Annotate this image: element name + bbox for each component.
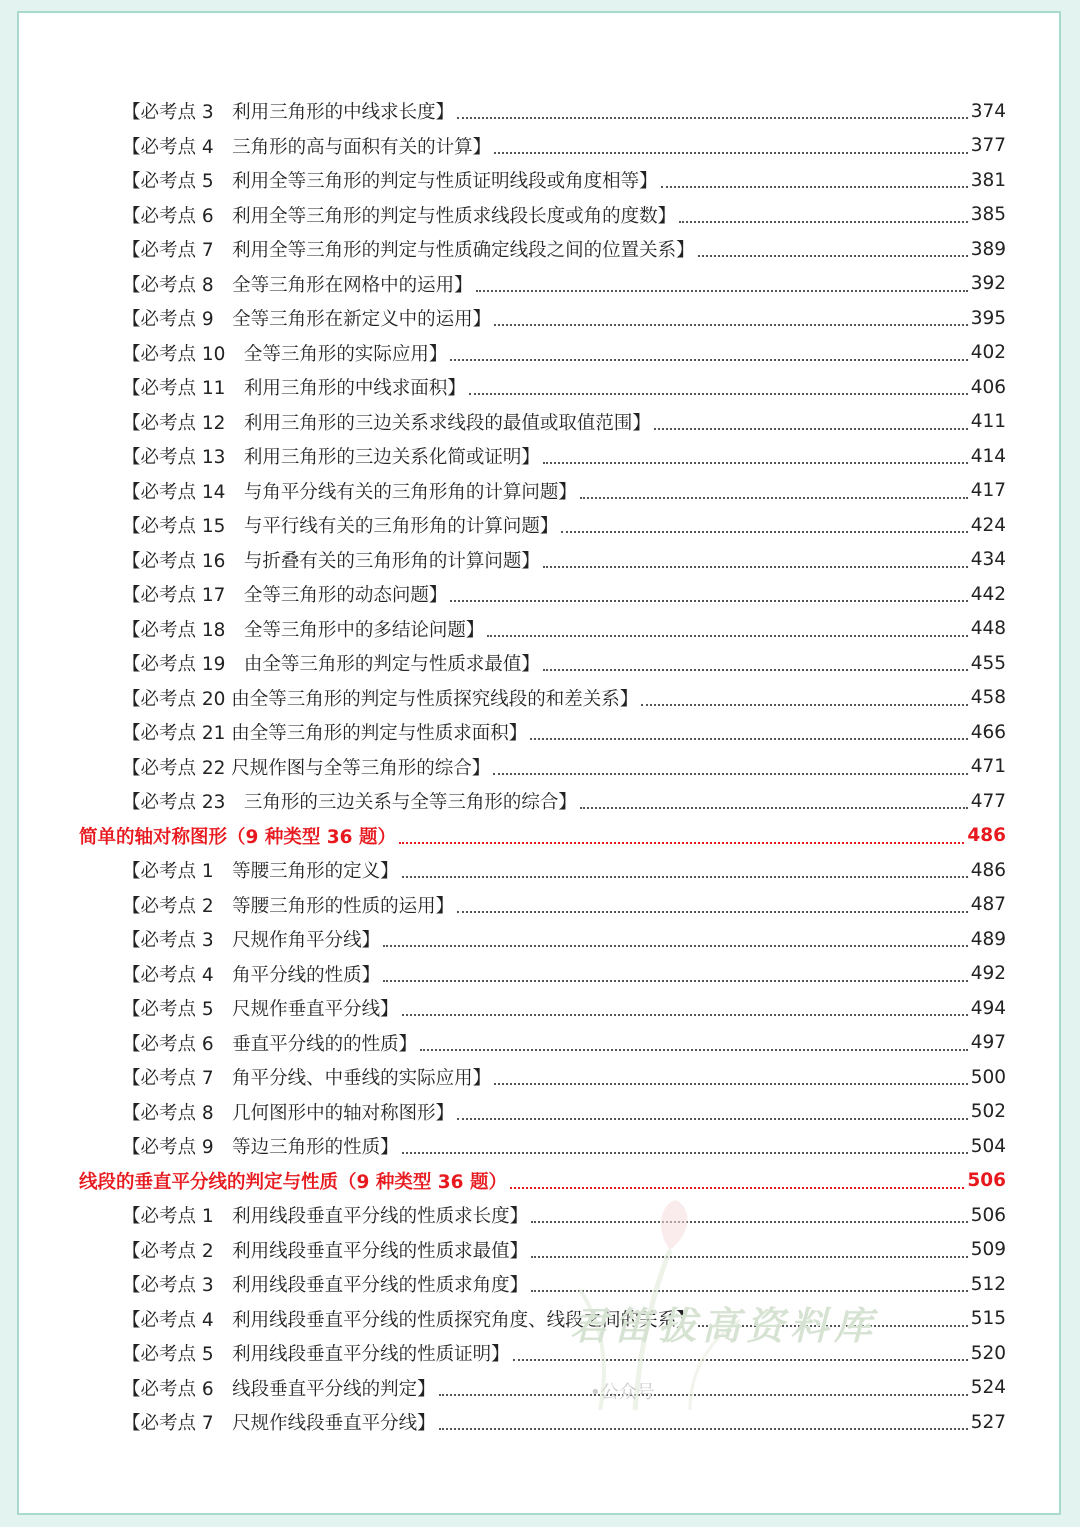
dot-leader <box>383 980 968 982</box>
dot-leader <box>383 945 968 947</box>
toc-entry-label: 【必考点 20 由全等三角形的判定与性质探究线段的和差关系】 <box>122 688 639 710</box>
table-of-contents <box>19 94 1063 1440</box>
toc-entry[interactable] <box>19 1233 1063 1268</box>
toc-entry-label: 【必考点 1 利用线段垂直平分线的性质求长度】 <box>122 1206 529 1228</box>
toc-entry[interactable] <box>19 94 1063 129</box>
toc-entry[interactable] <box>19 1267 1063 1302</box>
toc-entry-label: 【必考点 18 全等三角形中的多结论问题】 <box>122 619 485 641</box>
toc-page-number: 424 <box>970 514 1006 536</box>
toc-page-number: 455 <box>970 652 1006 674</box>
toc-page-number: 500 <box>970 1066 1006 1088</box>
toc-page-number: 434 <box>970 549 1006 571</box>
toc-entry[interactable] <box>19 888 1063 923</box>
toc-entry[interactable] <box>19 991 1063 1026</box>
dot-leader <box>580 807 968 809</box>
toc-page-number: 497 <box>970 1032 1006 1054</box>
toc-entry[interactable] <box>19 439 1063 474</box>
toc-page-number: 385 <box>970 204 1006 226</box>
toc-entry[interactable] <box>19 370 1063 405</box>
toc-page-number: 442 <box>970 583 1006 605</box>
toc-entry[interactable] <box>19 129 1063 164</box>
toc-page-number: 489 <box>970 928 1006 950</box>
toc-entry-label: 【必考点 16 与折叠有关的三角形角的计算问题】 <box>122 550 540 572</box>
toc-entry-label: 【必考点 8 全等三角形在网格中的运用】 <box>122 274 473 296</box>
toc-entry[interactable] <box>19 784 1063 819</box>
toc-entry-label: 【必考点 3 利用三角形的中线求长度】 <box>122 102 455 124</box>
toc-entry-label: 【必考点 1 等腰三角形的定义】 <box>122 861 399 883</box>
toc-entry[interactable] <box>19 1405 1063 1440</box>
watermark-text: 君笛拔高资料库 <box>570 1303 879 1348</box>
toc-entry-label: 【必考点 4 利用线段垂直平分线的性质探究角度、线段之间的关系】 <box>122 1309 695 1331</box>
toc-entry[interactable] <box>19 474 1063 509</box>
toc-section-entry[interactable] <box>19 1164 1063 1199</box>
toc-page-number: 466 <box>970 721 1006 743</box>
toc-page-number: 395 <box>970 307 1006 329</box>
dot-leader <box>679 221 968 223</box>
dot-leader <box>399 842 964 844</box>
toc-entry[interactable] <box>19 1129 1063 1164</box>
toc-page-number: 411 <box>970 411 1006 433</box>
toc-page-number: 487 <box>970 894 1006 916</box>
toc-page-number: 392 <box>970 273 1006 295</box>
toc-page-number: 502 <box>970 1101 1006 1123</box>
toc-entry[interactable] <box>19 922 1063 957</box>
toc-page-number: 381 <box>970 169 1006 191</box>
toc-entry-label: 【必考点 14 与角平分线有关的三角形角的计算问题】 <box>122 481 577 503</box>
toc-page-number: 448 <box>970 618 1006 640</box>
toc-entry-label: 线段的垂直平分线的判定与性质（9 种类型 36 题） <box>79 1171 507 1193</box>
toc-page-number: 492 <box>970 963 1006 985</box>
toc-page-number: 520 <box>970 1342 1006 1364</box>
toc-entry[interactable] <box>19 301 1063 336</box>
dot-leader <box>494 152 968 154</box>
toc-entry-label: 【必考点 10 全等三角形的实际应用】 <box>122 343 448 365</box>
dot-leader <box>513 1359 968 1361</box>
dot-leader <box>402 1014 968 1016</box>
toc-entry-label: 【必考点 21 由全等三角形的判定与性质求面积】 <box>122 723 528 745</box>
dot-leader <box>450 359 967 361</box>
toc-entry-label: 【必考点 15 与平行线有关的三角形角的计算问题】 <box>122 516 559 538</box>
toc-entry[interactable] <box>19 853 1063 888</box>
toc-entry[interactable] <box>19 577 1063 612</box>
toc-entry-label: 【必考点 13 利用三角形的三边关系化简或证明】 <box>122 447 540 469</box>
toc-entry-label: 【必考点 3 利用线段垂直平分线的性质求角度】 <box>122 1275 529 1297</box>
toc-entry-label: 【必考点 12 利用三角形的三边关系求线段的最值或取值范围】 <box>122 412 651 434</box>
toc-entry[interactable] <box>19 681 1063 716</box>
toc-section-entry[interactable] <box>19 819 1063 854</box>
dot-leader <box>641 704 967 706</box>
toc-entry-label: 【必考点 17 全等三角形的动态问题】 <box>122 585 448 607</box>
dot-leader <box>402 1152 968 1154</box>
toc-page-number: 527 <box>970 1411 1006 1433</box>
toc-entry-label: 【必考点 5 利用线段垂直平分线的性质证明】 <box>122 1344 510 1366</box>
toc-entry[interactable] <box>19 957 1063 992</box>
toc-page-number: 377 <box>970 135 1006 157</box>
dot-leader <box>457 911 968 913</box>
toc-entry[interactable] <box>19 750 1063 785</box>
dot-leader <box>487 635 967 637</box>
toc-entry[interactable] <box>19 1026 1063 1061</box>
toc-entry[interactable] <box>19 232 1063 267</box>
dot-leader <box>493 773 967 775</box>
toc-page-number: 417 <box>970 480 1006 502</box>
dot-leader <box>476 290 968 292</box>
toc-entry[interactable] <box>19 646 1063 681</box>
toc-entry-label: 【必考点 22 尺规作图与全等三角形的综合】 <box>122 757 491 779</box>
toc-entry-label: 【必考点 4 角平分线的性质】 <box>122 964 381 986</box>
toc-page-number: 509 <box>970 1239 1006 1261</box>
toc-entry[interactable] <box>19 612 1063 647</box>
toc-entry-label: 【必考点 7 利用全等三角形的判定与性质确定线段之间的位置关系】 <box>122 240 695 262</box>
dot-leader <box>494 1083 968 1085</box>
toc-page-number: 374 <box>970 100 1006 122</box>
dot-leader <box>531 1221 968 1223</box>
toc-page-number: 494 <box>970 997 1006 1019</box>
dot-leader <box>494 324 968 326</box>
toc-entry-label: 【必考点 9 等边三角形的性质】 <box>122 1137 399 1159</box>
toc-page-number: 504 <box>970 1135 1006 1157</box>
toc-page-number: 406 <box>970 376 1006 398</box>
toc-page-number: 402 <box>970 342 1006 364</box>
toc-page-number: 506 <box>967 1170 1006 1192</box>
toc-page-number: 506 <box>970 1204 1006 1226</box>
toc-entry-label: 【必考点 6 利用全等三角形的判定与性质求线段长度或角的度数】 <box>122 205 677 227</box>
dot-leader <box>543 566 968 568</box>
toc-entry[interactable] <box>19 1060 1063 1095</box>
toc-entry[interactable] <box>19 1336 1063 1371</box>
toc-entry[interactable] <box>19 405 1063 440</box>
toc-entry[interactable] <box>19 198 1063 233</box>
toc-page-number: 486 <box>967 825 1006 847</box>
toc-page-number: 458 <box>970 687 1006 709</box>
toc-entry-label: 【必考点 23 三角形的三边关系与全等三角形的综合】 <box>122 792 577 814</box>
dot-leader <box>457 1118 968 1120</box>
dot-leader <box>530 738 967 740</box>
toc-entry[interactable] <box>19 336 1063 371</box>
toc-entry[interactable] <box>19 163 1063 198</box>
dot-leader <box>543 462 968 464</box>
toc-entry-label: 简单的轴对称图形（9 种类型 36 题） <box>79 826 396 848</box>
toc-page-number: 477 <box>970 790 1006 812</box>
toc-entry[interactable] <box>19 715 1063 750</box>
toc-entry-label: 【必考点 2 利用线段垂直平分线的性质求最值】 <box>122 1240 529 1262</box>
toc-page-number: 471 <box>970 756 1006 778</box>
dot-leader <box>531 1290 968 1292</box>
dot-leader <box>543 669 968 671</box>
dot-leader <box>439 1428 968 1430</box>
toc-entry-label: 【必考点 3 尺规作角平分线】 <box>122 930 381 952</box>
toc-page-number: 515 <box>970 1308 1006 1330</box>
toc-entry[interactable] <box>19 508 1063 543</box>
dot-leader <box>561 531 967 533</box>
toc-entry-label: 【必考点 5 尺规作垂直平分线】 <box>122 999 399 1021</box>
toc-entry-label: 【必考点 7 角平分线、中垂线的实际应用】 <box>122 1068 492 1090</box>
toc-entry-label: 【必考点 9 全等三角形在新定义中的运用】 <box>122 309 492 331</box>
dot-leader <box>420 1049 968 1051</box>
watermark-subtext: •公众号 <box>590 1382 655 1403</box>
toc-entry[interactable] <box>19 267 1063 302</box>
document-page <box>17 11 1061 1515</box>
toc-entry[interactable] <box>19 1095 1063 1130</box>
toc-entry-label: 【必考点 6 垂直平分线的的性质】 <box>122 1033 418 1055</box>
toc-page-number: 486 <box>970 859 1006 881</box>
dot-leader <box>661 186 968 188</box>
toc-entry[interactable] <box>19 543 1063 578</box>
toc-entry[interactable] <box>19 1198 1063 1233</box>
dot-leader <box>510 1187 964 1189</box>
toc-entry-label: 【必考点 19 由全等三角形的判定与性质求最值】 <box>122 654 540 676</box>
toc-entry-label: 【必考点 8 几何图形中的轴对称图形】 <box>122 1102 455 1124</box>
toc-entry-label: 【必考点 6 线段垂直平分线的判定】 <box>122 1378 436 1400</box>
toc-entry-label: 【必考点 7 尺规作线段垂直平分线】 <box>122 1413 436 1435</box>
toc-entry[interactable] <box>19 1371 1063 1406</box>
dot-leader <box>469 393 968 395</box>
dot-leader <box>402 876 968 878</box>
dot-leader <box>654 428 968 430</box>
toc-entry-label: 【必考点 2 等腰三角形的性质的运用】 <box>122 895 455 917</box>
toc-page-number: 524 <box>970 1377 1006 1399</box>
dot-leader <box>457 117 968 119</box>
dot-leader <box>698 255 968 257</box>
toc-entry-label: 【必考点 4 三角形的高与面积有关的计算】 <box>122 136 492 158</box>
toc-page-number: 414 <box>970 445 1006 467</box>
dot-leader <box>450 600 967 602</box>
dot-leader <box>531 1256 968 1258</box>
dot-leader <box>439 1394 968 1396</box>
toc-page-number: 512 <box>970 1273 1006 1295</box>
toc-entry-label: 【必考点 11 利用三角形的中线求面积】 <box>122 378 466 400</box>
toc-entry[interactable] <box>19 1302 1063 1337</box>
dot-leader <box>580 497 968 499</box>
toc-page-number: 389 <box>970 238 1006 260</box>
toc-entry-label: 【必考点 5 利用全等三角形的判定与性质证明线段或角度相等】 <box>122 171 658 193</box>
